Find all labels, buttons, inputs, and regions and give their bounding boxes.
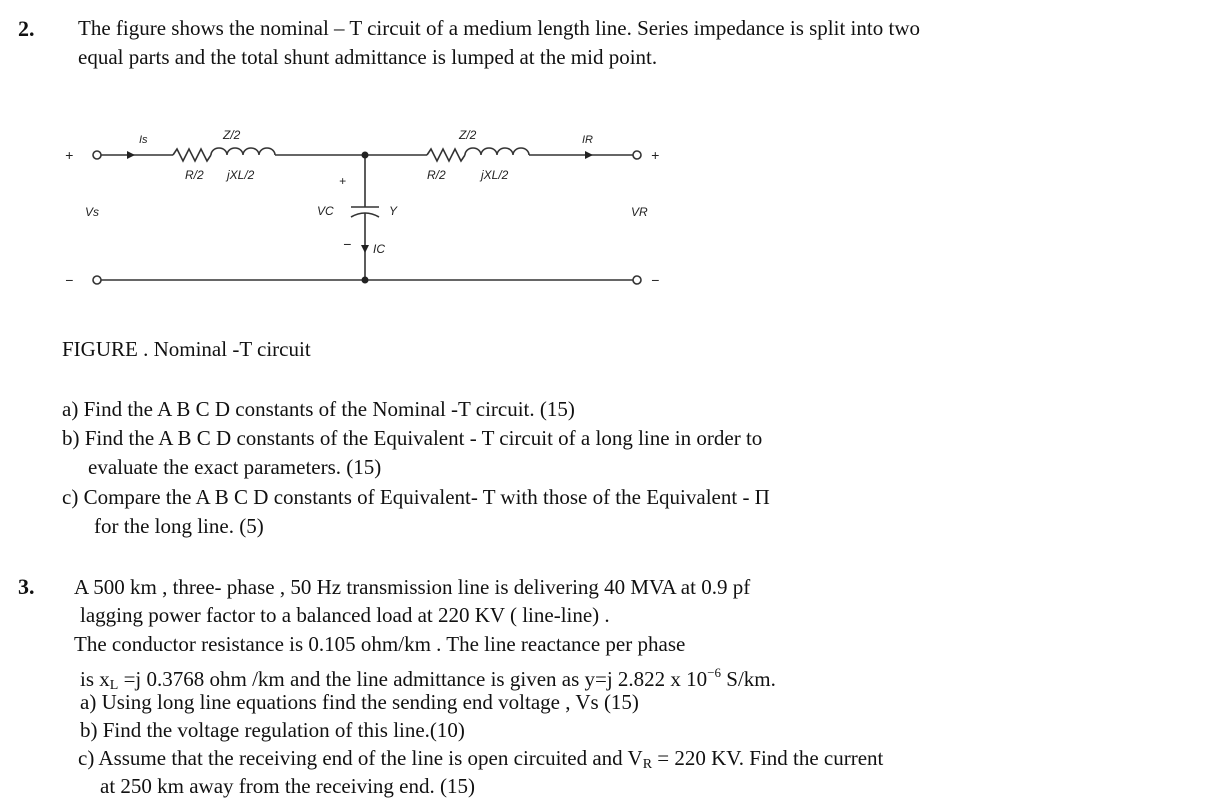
- q3-part-a: a) Using long line equations find the sending end voltage , Vs (15): [80, 690, 639, 714]
- q3-part-b: b) Find the voltage regulation of this line.(10): [80, 718, 465, 742]
- label-y: Y: [389, 204, 398, 218]
- label-is: Is: [139, 134, 148, 146]
- bottom-junction-dot: [362, 277, 369, 284]
- label-minus-right: −: [651, 272, 660, 288]
- label-minus-left: −: [65, 272, 74, 288]
- q2-part-a: a) Find the A B C D constants of the Nominal -T circuit. (15): [62, 397, 575, 421]
- label-vr: VR: [631, 205, 648, 219]
- q3-line-2: lagging power factor to a balanced load at 220 KV ( line-line) .: [80, 603, 610, 627]
- label-jxl2-left: jXL/2: [227, 168, 255, 182]
- q3-part-c-line-2: at 250 km away from the receiving end. (15): [100, 774, 475, 798]
- nominal-t-circuit-diagram: [55, 115, 695, 295]
- label-vc: VC: [317, 204, 334, 218]
- question-2-number: 2.: [18, 16, 35, 41]
- label-jxl2-right: jXL/2: [481, 168, 509, 182]
- q3-part-c-end: = 220 KV. Find the current: [652, 746, 884, 770]
- question-3-number: 3.: [18, 574, 35, 599]
- label-r2-right: R/2: [427, 168, 446, 182]
- q2-intro-line-1: The figure shows the nominal – T circuit of a medium length line. Series impedance is split into two: [78, 16, 920, 40]
- label-r2-left: R/2: [185, 168, 204, 182]
- label-cap-minus: −: [343, 236, 352, 252]
- label-plus-left: +: [65, 147, 74, 163]
- label-cap-plus: +: [339, 174, 347, 188]
- q2-intro-line-2: equal parts and the total shunt admittance is lumped at the mid point.: [78, 45, 658, 69]
- label-ir: IR: [582, 134, 593, 146]
- top-junction-dot: [362, 152, 369, 159]
- q3-part-c-start: c) Assume that the receiving end of the line is open circuited and V: [78, 746, 643, 770]
- figure-caption: FIGURE . Nominal -T circuit: [62, 337, 311, 361]
- ic-arrow-icon: [361, 245, 369, 253]
- is-arrow-icon: [127, 151, 135, 159]
- q3-line-4-start: is x: [80, 667, 110, 691]
- label-ic: IC: [373, 242, 385, 256]
- q2-part-c-line-1: c) Compare the A B C D constants of Equivalent- T with those of the Equivalent - Π: [62, 485, 770, 509]
- q3-line-4-subscript: L: [109, 678, 119, 693]
- label-z2-right: Z/2: [459, 128, 477, 142]
- label-plus-right: +: [651, 147, 660, 163]
- ir-arrow-icon: [585, 151, 593, 159]
- label-z2-left: Z/2: [223, 128, 241, 142]
- q3-line-4-superscript: −6: [707, 665, 722, 680]
- q3-part-c-subscript: R: [642, 757, 653, 772]
- q3-part-c-line-1: [78, 746, 883, 777]
- q3-line-1: A 500 km , three- phase , 50 Hz transmission line is delivering 40 MVA at 0.9 pf: [74, 575, 751, 599]
- label-vs: Vs: [85, 205, 100, 219]
- q2-part-b-line-2: evaluate the exact parameters. (15): [88, 455, 382, 479]
- q3-line-3: The conductor resistance is 0.105 ohm/km . The line reactance per phase: [74, 632, 686, 656]
- q2-part-c-line-2: for the long line. (5): [94, 514, 264, 538]
- q3-line-4-middle: =j 0.3768 ohm /km and the line admittance is given as y=j 2.822 x 10: [118, 667, 708, 691]
- q2-part-b-line-1: b) Find the A B C D constants of the Equivalent - T circuit of a long line in order to: [62, 426, 763, 450]
- q3-line-4-end: S/km.: [721, 667, 776, 691]
